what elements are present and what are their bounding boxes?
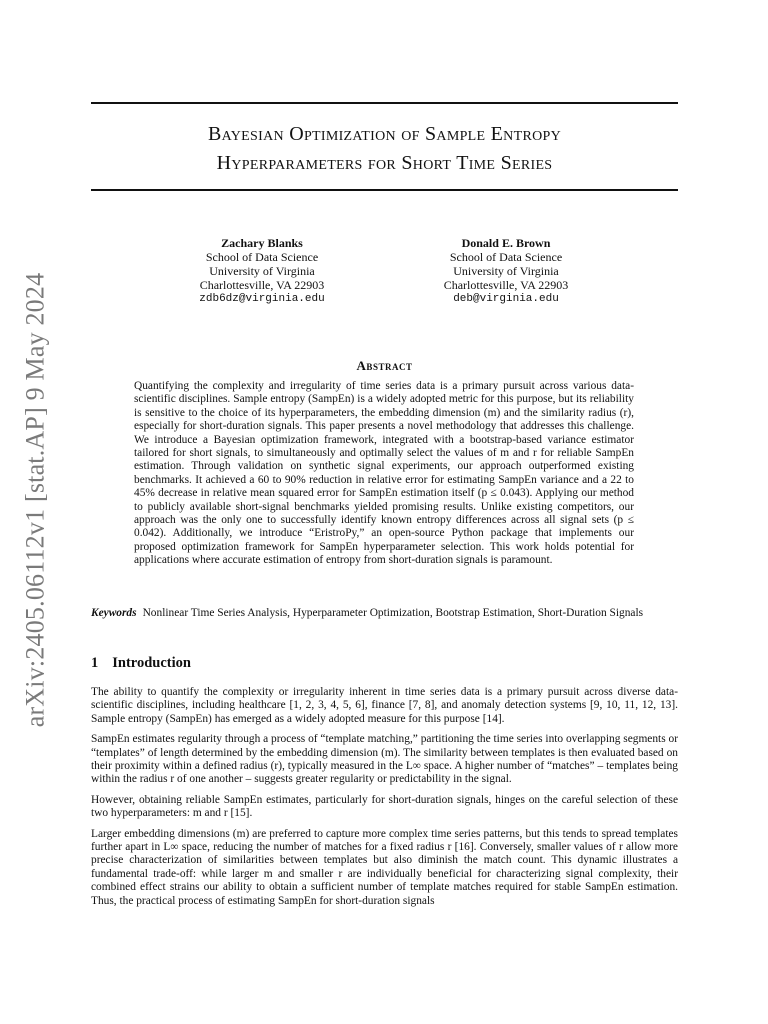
- body-text: [91, 686, 678, 915]
- author-dept: School of Data Science: [449, 250, 563, 264]
- section-number: 1: [91, 655, 99, 671]
- author-block-2: [386, 236, 626, 306]
- paper-title: [91, 120, 678, 178]
- paragraph: However, obtaining reliable SampEn estimates, particularly for short-duration signals, hinges on the careful selection of these two hyperparameters: m and r [15].: [91, 793, 678, 820]
- abstract-heading: Abstract: [356, 358, 413, 373]
- paragraph: The ability to quantify the complexity or irregularity inherent in time series data is a primary pursuit across diverse data-scientific disciplines, including healthcare [1, 2, 3, 4, 5, 6], finance [7, 8], and anomaly detection systems [9, 10, 11, 12, 13]. Sample entropy (SampEn) has emerged as a widely adopted measure for this purpose [14].: [91, 686, 678, 725]
- paragraph: Larger embedding dimensions (m) are preferred to capture more complex time series patterns, but this tends to spread templates further apart in L∞ space, reducing the number of matches for a fixed radius r [16]. Conversely, smaller values of r allow more precise characterization of similarities between templates but also diminish the match count. This dynamic illustrates a fundamental trade-off: while larger m and smaller r are individually beneficial for characterizing signal complexity, their combined effect strains our ability to obtain a sufficient number of template matches required for stable SampEn estimation. Thus, the practical process of estimating SampEn for short-duration signals: [91, 827, 678, 907]
- title-line-2: Hyperparameters for Short Time Series: [216, 152, 553, 174]
- author-city: Charlottesville, VA 22903: [199, 278, 325, 292]
- title-line-1: Bayesian Optimization of Sample Entropy: [208, 123, 561, 145]
- author-name: Donald E. Brown: [461, 236, 551, 250]
- section-heading: [91, 655, 191, 672]
- author-city: Charlottesville, VA 22903: [443, 278, 569, 292]
- author-dept: School of Data Science: [205, 250, 319, 264]
- author-name: Zachary Blanks: [221, 236, 303, 250]
- keywords-text: Nonlinear Time Series Analysis, Hyperparameter Optimization, Bootstrap Estimation, Short-Duration Signals: [142, 607, 644, 619]
- author-univ: University of Virginia: [453, 264, 559, 278]
- author-univ: University of Virginia: [209, 264, 315, 278]
- keywords-label: Keywords: [91, 607, 137, 619]
- abstract-text: Quantifying the complexity and irregularity of time series data is a primary pursuit across various data-scientific disciplines. Sample entropy (SampEn) is a widely adopted metric for this purpose, but its reliability is sensitive to the choice of its hyperparameters, the embedding dimension (m) and the similarity radius (r), especially for short-duration signals. This paper presents a novel methodology that addresses this challenge. We introduce a Bayesian optimization framework, integrated with a bootstrap-based variance estimator tailored for short signals, to simultaneously and optimally select the values of m and r for reliable SampEn estimation. Through validation on synthetic signal experiments, our approach outperformed existing benchmarks. It achieved a 60 to 90% reduction in relative error for estimating SampEn variance and a 22 to 45% decrease in relative mean squared error for SampEn estimation itself (p ≤ 0.043). Applying our method to publicly available short-signal benchmarks yielded promising results. Unlike existing competitors, our approach was the only one to successfully identify known entropy differences across all signal sets (p ≤ 0.042). Additionally, we introduce “EristroPy,” an open-source Python package that implements our proposed optimization framework for SampEn hyperparameter selection. This work holds potential for applications where accurate estimation of entropy from short-duration signals is paramount.: [134, 380, 634, 567]
- author-block-1: [142, 236, 382, 306]
- paragraph: SampEn estimates regularity through a process of “template matching,” partitioning the time series into overlapping segments or “templates” of length determined by the embedding dimension (m). The similarity between templates is then evaluated based on their proximity within a defined radius (r), typically measured in the L∞ space. A higher number of “matches” – templates being within the radius r of one another – suggests greater regularity or predictability in the signal.: [91, 733, 678, 786]
- keywords: [91, 606, 678, 620]
- title-top-rule: [91, 102, 678, 104]
- arxiv-side-stamp: [14, 270, 56, 730]
- section-title: Introduction: [112, 655, 191, 671]
- author-email[interactable]: deb@virginia.edu: [453, 293, 559, 305]
- arxiv-id-text: arXiv:2405.06112v1 [stat.AP] 9 May 2024: [20, 272, 50, 728]
- author-email[interactable]: zdb6dz@virginia.edu: [199, 293, 325, 305]
- title-bottom-rule: [91, 189, 678, 191]
